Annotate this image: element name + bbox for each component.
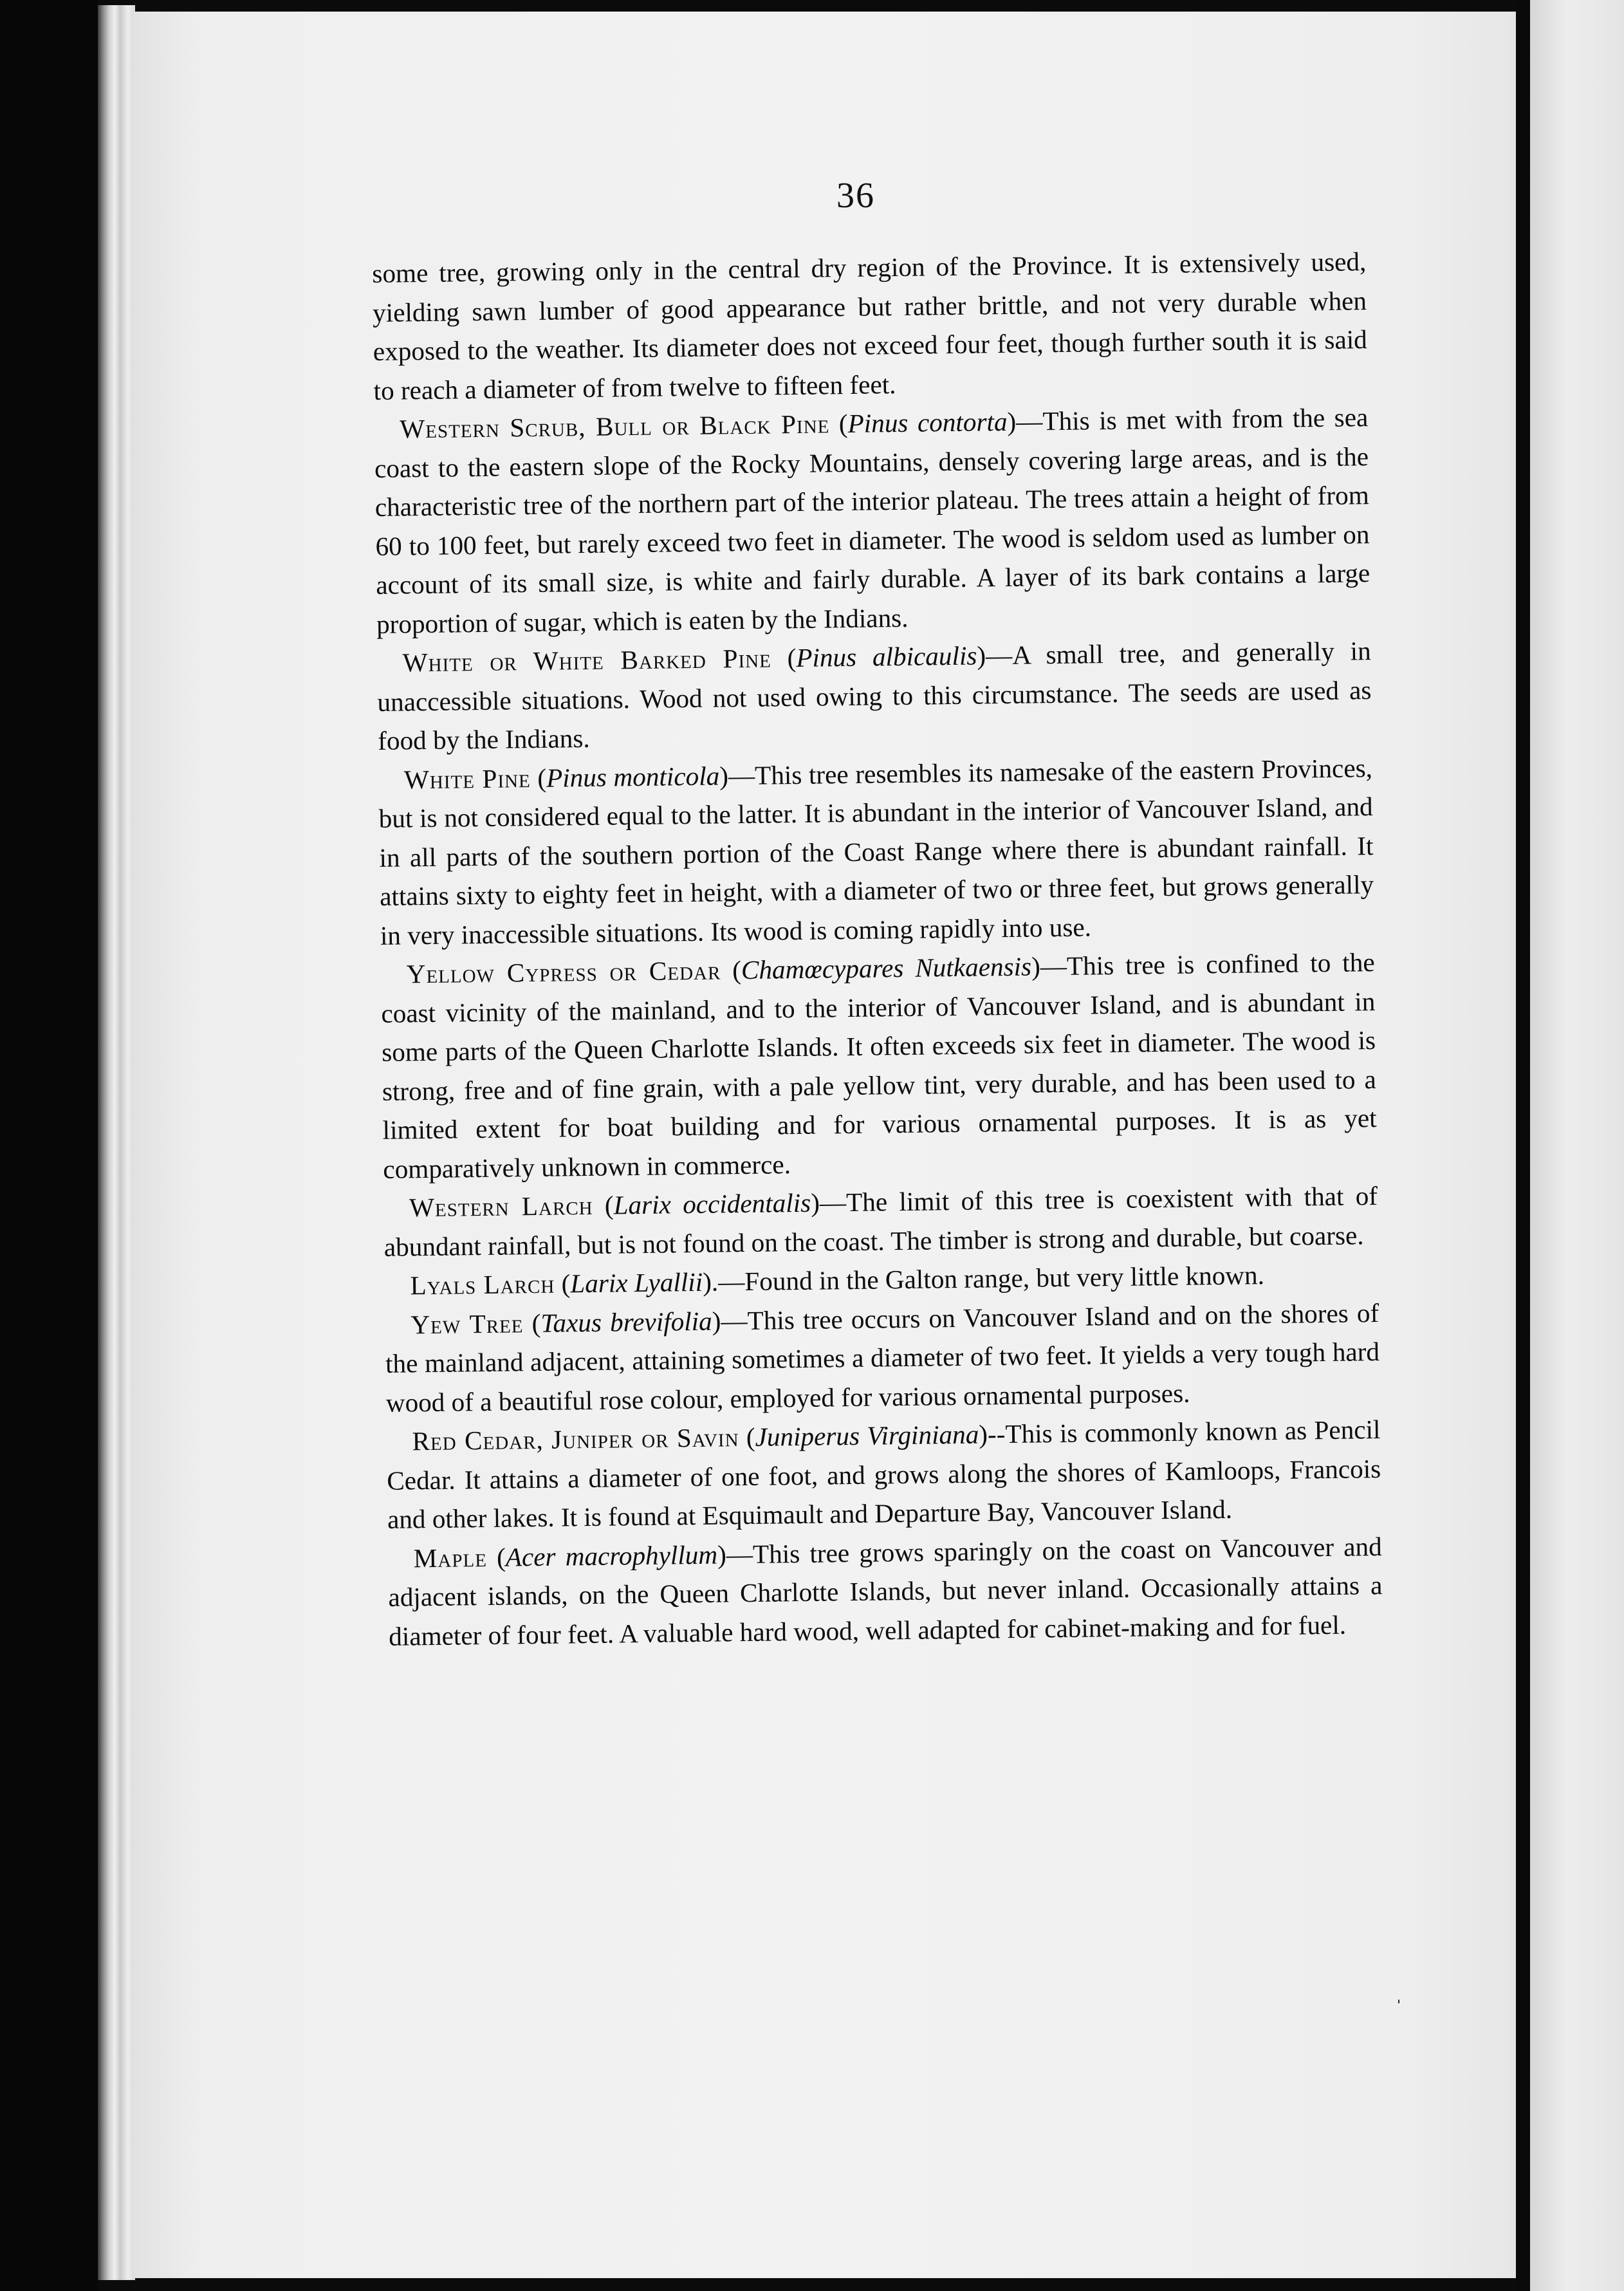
- paragraph-text: —This tree is confined to the coast vicinity of the mainland, and to the interior of Vancouver Island, and is abundant in some parts of the Queen Charlotte Islands. It often exceeds six feet in diameter. The wood is strong, free and of fine grain, with a pale yellow tint, very durable, and has been used to a limited extent for boat building and for various ornamental purposes. It is as yet comparatively unknown in commerce.: [381, 947, 1377, 1184]
- paragraph-text: —This tree grows sparingly on the coast on Vancouver and adjacent islands, on the Queen Charlotte Islands, but never inland. Occasionally attains a diameter of four feet. A valuable hard wood, well adapted for cabinet-making and for fuel.: [388, 1531, 1383, 1651]
- paragraph-text: .—Found in the Galton range, but very little known.: [711, 1260, 1265, 1297]
- paragraph-western-larch: Western Larch (Larix occidentalis)—The limit of this tree is coexistent with that of abundant rainfall, but is not found on the coast. The timber is strong and durable, but coarse.: [383, 1181, 1378, 1262]
- paragraph-maple: Maple (Acer macrophyllum)—This tree grows sparingly on the coast on Vancouver and adjacent islands, on the Queen Charlotte Islands, but never inland. Occasionally attains a diameter of four feet. A valuable hard wood, well adapted for cabinet-making and for fuel.: [388, 1531, 1383, 1651]
- scan-left-border: [0, 0, 98, 2291]
- species-heading: Red Cedar, Juniper or Savin: [412, 1422, 739, 1456]
- species-latin-name: Juniperus Virginiana: [755, 1419, 979, 1452]
- paragraph-text: some tree, growing only in the central dry region of the Province. It is extensively used, yielding sawn lumber of good appearance but rather brittle, and not very durable when exposed to the weather. Its diameter does not exceed four feet, though further south it is said to reach a diameter of from twelve to fifteen feet.: [372, 246, 1368, 405]
- paragraph-text: —A small tree, and generally in unaccessible situations. Wood not used owing to this circumstance. The seeds are used as food by the Indians.: [377, 636, 1372, 756]
- species-heading: White Pine: [403, 763, 531, 794]
- species-latin-name: Pinus albicaulis: [796, 640, 977, 672]
- species-heading: Lyals Larch: [410, 1268, 555, 1301]
- species-heading: Yellow Cypress or Cedar: [406, 955, 721, 989]
- species-heading: Western Scrub, Bull or Black Pine: [400, 409, 830, 444]
- species-latin-name: Acer macrophyllum: [505, 1539, 718, 1572]
- species-latin-name: Larix occidentalis: [613, 1187, 811, 1220]
- species-latin-name: Pinus monticola: [546, 760, 720, 793]
- page-number: 36: [836, 176, 875, 216]
- species-latin-name: Chamœcypares Nutkaensis: [741, 951, 1032, 985]
- species-heading: Yew Tree: [411, 1308, 524, 1339]
- species-heading: Western Larch: [409, 1190, 593, 1223]
- paragraph-text: --This is commonly known as Pencil Cedar. It attains a diameter of one foot, and grows along the shores of Kamloops, Francois and other lakes. It is found at Esquimault and Departure Bay, Vancouver Island.: [386, 1414, 1381, 1534]
- gutter-shadow: [1516, 0, 1530, 2291]
- paragraph-white-barked-pine: White or White Barked Pine (Pinus albicaulis)—A small tree, and generally in unaccessible situations. Wood not used owing to this circumstance. The seeds are used as food by the Indians.: [377, 636, 1372, 756]
- species-latin-name: Pinus contorta: [847, 406, 1008, 438]
- facing-page-edge: [1530, 0, 1624, 2291]
- paragraph-text: —This tree occurs on Vancouver Island and on the shores of the mainland adjacent, attaining sometimes a diameter of two feet. It yields a very tough hard wood of a beautiful rose colour, employed for various ornamental purposes.: [385, 1297, 1380, 1418]
- paragraph-text: —This is met with from the sea coast to the eastern slope of the Rocky Mountains, densely covering large areas, and is the characteristic tree of the northern part of the interior plateau. The trees attain a height of from 60 to 100 feet, but rarely exceed two feet in diameter. The wood is seldom used as lumber on account of its small size, is white and fairly durable. A layer of its bark contains a large proportion of sugar, which is eaten by the Indians.: [374, 402, 1370, 639]
- page-edge-stack: [98, 5, 135, 2280]
- paragraph-text: —The limit of this tree is coexistent with that of abundant rainfall, but is not found on the coast. The timber is strong and durable, but coarse.: [383, 1181, 1378, 1262]
- species-heading: Maple: [413, 1542, 488, 1573]
- body-text: [372, 242, 1383, 1656]
- paragraph-lyals-larch: Lyals Larch (Larix Lyallii).—Found in the Galton range, but very little known.: [410, 1260, 1265, 1301]
- paragraph-continued: [372, 242, 1368, 410]
- paragraph-yellow-cypress: Yellow Cypress or Cedar (Chamœcypares Nutkaensis)—This tree is confined to the coast vicinity of the mainland, and to the interior of Vancouver Island, and is abundant in some parts of the Queen Charlotte Islands. It often exceeds six feet in diameter. The wood is strong, free and of fine grain, with a pale yellow tint, very durable, and has been used to a limited extent for boat building and for various ornamental purposes. It is as yet comparatively unknown in commerce.: [381, 947, 1377, 1184]
- species-latin-name: Taxus brevifolia: [540, 1306, 713, 1338]
- paragraph-yew-tree: Yew Tree (Taxus brevifolia)—This tree occurs on Vancouver Island and on the shores of the mainland adjacent, attaining sometimes a diameter of two feet. It yields a very tough hard wood of a beautiful rose colour, employed for various ornamental purposes.: [385, 1297, 1380, 1418]
- species-heading: White or White Barked Pine: [402, 643, 772, 678]
- stray-mark: ˌ: [1395, 1978, 1403, 2003]
- paragraph-western-scrub-pine: Western Scrub, Bull or Black Pine (Pinus contorta)—This is met with from the sea coast to the eastern slope of the Rocky Mountains, densely covering large areas, and is the characteristic tree of the northern part of the interior plateau. The trees attain a height of from 60 to 100 feet, but rarely exceed two feet in diameter. The wood is seldom used as lumber on account of its small size, is white and fairly durable. A layer of its bark contains a large proportion of sugar, which is eaten by the Indians.: [374, 402, 1370, 639]
- paragraph-white-pine: White Pine (Pinus monticola)—This tree resembles its namesake of the eastern Provinces, but is not considered equal to the latter. It is abundant in the interior of Vancouver Island, and in all parts of the southern portion of the Coast Range where there is abundant rainfall. It attains sixty to eighty feet in height, with a diameter of two or three feet, but grows generally in very inaccessible situations. Its wood is coming rapidly into use.: [378, 752, 1374, 951]
- species-latin-name: Larix Lyallii: [570, 1266, 703, 1299]
- paragraph-red-cedar: Red Cedar, Juniper or Savin (Juniperus Virginiana)--This is commonly known as Pencil Cedar. It attains a diameter of one foot, and grows along the shores of Kamloops, Francois and other lakes. It is found at Esquimault and Departure Bay, Vancouver Island.: [386, 1414, 1381, 1534]
- paragraph-text: —This tree resembles its namesake of the eastern Provinces, but is not considered equal to the latter. It is abundant in the interior of Vancouver Island, and in all parts of the southern portion of the Coast Range where there is abundant rainfall. It attains sixty to eighty feet in height, with a diameter of two or three feet, but grows generally in very inaccessible situations. Its wood is coming rapidly into use.: [378, 752, 1374, 951]
